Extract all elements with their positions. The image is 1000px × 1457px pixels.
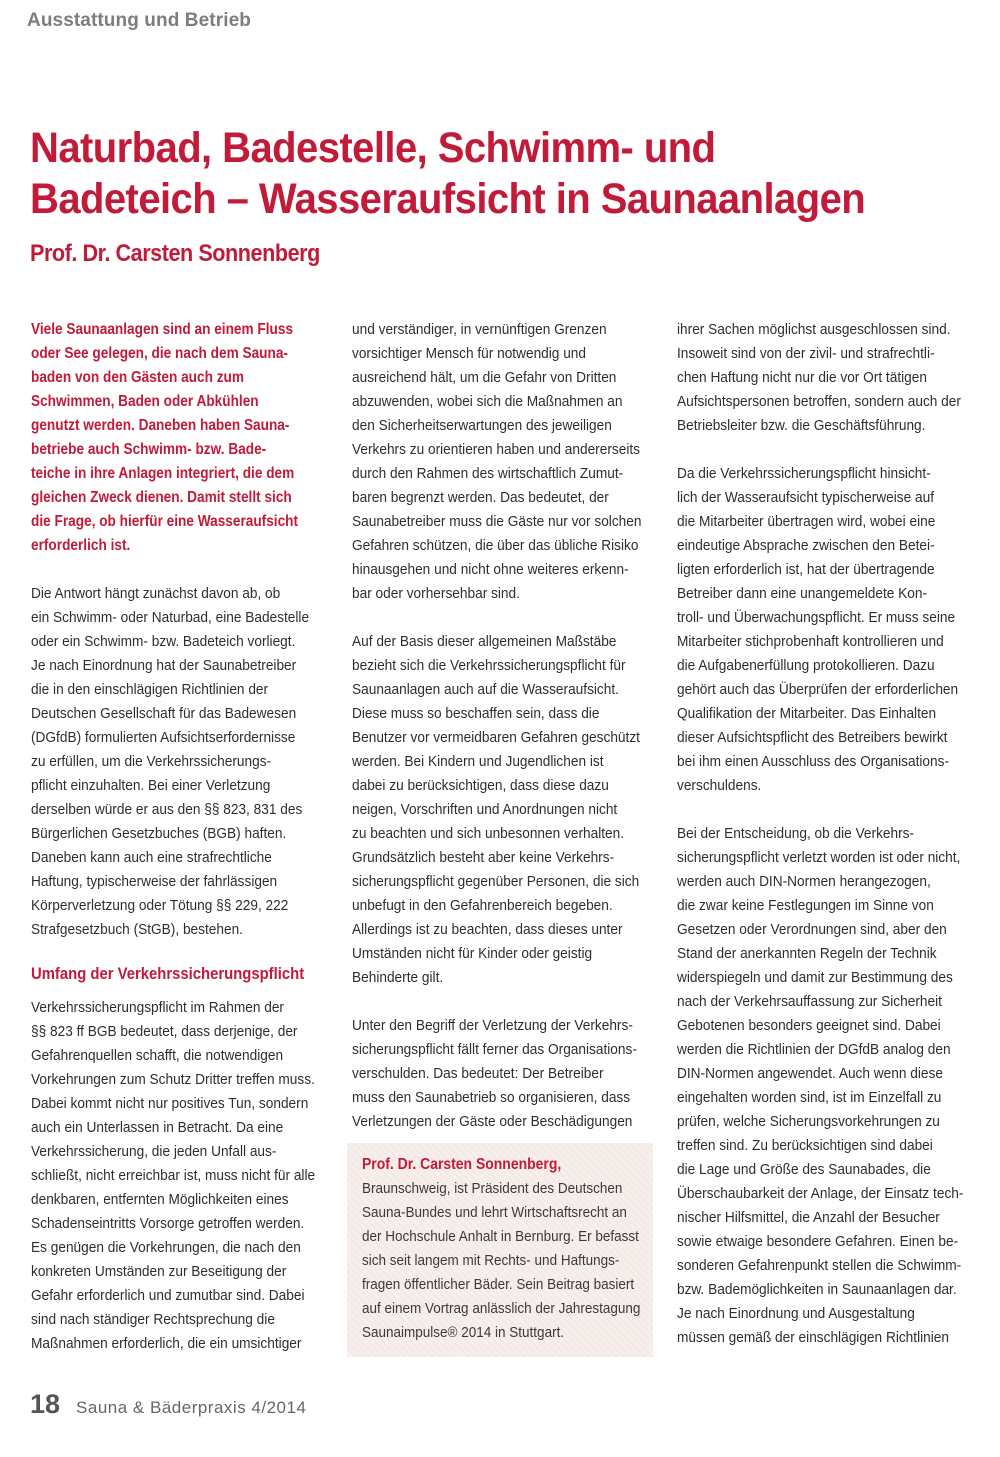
text-line: Gefahrenquellen schafft, die notwendigen <box>31 1047 284 1064</box>
text-line: lich der Wasseraufsicht typischerweise auf <box>677 489 935 506</box>
text-line: fragen öffentlicher Bäder. Sein Beitrag basiert <box>362 1276 635 1293</box>
author-bio-box <box>347 1143 653 1357</box>
text-line: Braunschweig, ist Präsident des Deutschen <box>362 1180 623 1197</box>
text-line: Haftung, typischerweise der fahrlässigen <box>31 873 278 890</box>
text-line: baden von den Gästen auch zum <box>31 369 244 386</box>
text-line: dieser Aufsichtspflicht des Betreibers bewirkt <box>677 729 948 746</box>
text-line: zu erfüllen, um die Verkehrssicherungs- <box>31 753 272 770</box>
text-line: ausreichend hält, um die Gefahr von Dritten <box>352 369 617 386</box>
bio-text <box>362 1177 653 1345</box>
page-footer <box>30 1389 306 1420</box>
text-line: bei ihm einen Ausschluss des Organisations- <box>677 753 950 770</box>
text-line: hinausgehen und nicht ohne weiteres erkenn- <box>352 561 629 578</box>
text-line: Saunaimpulse® 2014 in Stuttgart. <box>362 1324 565 1341</box>
text-line: schließt, nicht erreichbar ist, muss nicht für alle <box>31 1167 316 1184</box>
text-line: Benutzer vor vermeidbaren Gefahren geschützt <box>352 729 640 746</box>
section-label: Ausstattung und Betrieb <box>27 10 251 31</box>
body-paragraph <box>677 318 982 438</box>
text-line: Gefahren schützen, die über das übliche Risiko <box>352 537 639 554</box>
text-line: denkbaren, entfernten Möglichkeiten eines <box>31 1191 289 1208</box>
text-line: sicherungspflicht verletzt worden ist oder nicht, <box>677 849 961 866</box>
text-line: Aufsichtspersonen betroffen, sondern auch der <box>677 393 961 410</box>
text-line: die Mitarbeiter übertragen wird, wobei eine <box>677 513 936 530</box>
text-line: Mitarbeiter stichprobenhaft kontrollieren und <box>677 633 944 650</box>
text-line: teiche in ihre Anlagen integriert, die dem <box>31 465 295 482</box>
text-line: Stand der anerkannten Regeln der Technik <box>677 945 937 962</box>
text-line: unbefugt in den Gefahrenbereich begeben. <box>352 897 613 914</box>
text-line: oder ein Schwimm- bzw. Badeteich vorliegt. <box>31 633 296 650</box>
text-line: die Frage, ob hierfür eine Wasseraufsicht <box>31 513 299 530</box>
text-line: Umständen nicht für Kinder oder geistig <box>352 945 593 962</box>
text-line: Sauna-Bundes und lehrt Wirtschaftsrecht an <box>362 1204 627 1221</box>
text-line: sicherungspflicht fällt ferner das Organisations- <box>352 1041 637 1058</box>
text-line: sonderen Gefahrenpunkt stellen die Schwimm- <box>677 1257 962 1274</box>
text-line: Gesetzen oder Verordnungen sind, aber den <box>677 921 947 938</box>
text-line: Je nach Einordnung hat der Saunabetreiber <box>31 657 297 674</box>
text-line: sicherungspflicht gegenüber Personen, die sich <box>352 873 640 890</box>
text-line: genutzt werden. Daneben haben Sauna- <box>31 417 290 434</box>
text-line: bezieht sich die Verkehrssicherungspflicht für <box>352 657 626 674</box>
text-line: Vorkehrungen zum Schutz Dritter treffen muss. <box>31 1071 315 1088</box>
text-line: Schadenseintritts Vorsorge getroffen werden. <box>31 1215 305 1232</box>
body-paragraph <box>352 318 652 606</box>
text-line: der Hochschule Anhalt in Bernburg. Er befasst <box>362 1228 639 1245</box>
text-line: pflicht einzuhalten. Bei einer Verletzung <box>31 777 271 794</box>
text-line: Maßnahmen erforderlich, die ein umsichtiger <box>31 1335 302 1352</box>
column-3 <box>677 318 982 1374</box>
article-author: Prof. Dr. Carsten Sonnenberg <box>30 240 320 267</box>
text-line: sich seit langem mit Rechts- und Haftungs- <box>362 1252 620 1269</box>
text-line: Dabei kommt nicht nur positives Tun, sondern <box>31 1095 309 1112</box>
subheading <box>31 962 341 986</box>
text-line: Viele Saunaanlagen sind an einem Fluss <box>31 321 294 338</box>
text-line: §§ 823 ff BGB bedeutet, dass derjenige, der <box>31 1023 298 1040</box>
text-line: Auf der Basis dieser allgemeinen Maßstäbe <box>352 633 617 650</box>
body-paragraph <box>677 822 982 1350</box>
text-line: die Lage und Größe des Saunabades, die <box>677 1161 931 1178</box>
text-line: Überschaubarkeit der Anlage, der Einsatz tech- <box>677 1185 964 1202</box>
text-line: neigen, Vorschriften und Anordnungen nicht <box>352 801 618 818</box>
column-1 <box>31 318 341 1380</box>
text-line: Gefahr erforderlich und zumutbar sind. Dabei <box>31 1287 305 1304</box>
text-line: Die Antwort hängt zunächst davon ab, ob <box>31 585 281 602</box>
text-line: Insoweit sind von der zivil- und strafrechtli- <box>677 345 935 362</box>
text-line: bzw. Bademöglichkeiten in Saunaanlagen dar. <box>677 1281 957 1298</box>
text-line: DIN-Normen angewendet. Auch wenn diese <box>677 1065 943 1082</box>
text-line: werden auch DIN-Normen herangezogen, <box>677 873 931 890</box>
text-line: gleichen Zweck dienen. Damit stellt sich <box>31 489 292 506</box>
text-line: treffen sind. Zu berücksichtigen sind dabei <box>677 1137 933 1154</box>
body-paragraph <box>677 462 982 798</box>
text-line: Körperverletzung oder Tötung §§ 229, 222 <box>31 897 289 914</box>
text-line: chen Haftung nicht nur die vor Ort tätigen <box>677 369 927 386</box>
text-line: die zwar keine Festlegungen im Sinne von <box>677 897 934 914</box>
text-line: werden. Bei Kindern und Jugendlichen ist <box>352 753 604 770</box>
text-line: nach der Verkehrsauffassung zur Sicherheit <box>677 993 942 1010</box>
text-line: prüfen, welche Sicherungsvorkehrungen zu <box>677 1113 940 1130</box>
text-line: Unter den Begriff der Verletzung der Verkehrs- <box>352 1017 633 1034</box>
text-line: ligten erforderlich ist, hat der übertragende <box>677 561 935 578</box>
text-line: Bürgerlichen Gesetzbuches (BGB) haften. <box>31 825 287 842</box>
text-line: Grundsätzlich besteht aber keine Verkehrs- <box>352 849 615 866</box>
text-line: die in den einschlägigen Richtlinien der <box>31 681 269 698</box>
body-paragraph <box>352 630 652 990</box>
text-line: bar oder vorhersehbar sind. <box>352 585 520 602</box>
title-line: Naturbad, Badestelle, Schwimm- und <box>30 124 716 172</box>
text-line: verschuldens. <box>677 777 762 794</box>
text-line: Betreiber dann eine unangemeldete Kon- <box>677 585 928 602</box>
text-line: ein Schwimm- oder Naturbad, eine Badestelle <box>31 609 310 626</box>
text-line: betriebe auch Schwimm- bzw. Bade- <box>31 441 267 458</box>
text-line: Verletzungen der Gäste oder Beschädigungen <box>352 1113 633 1130</box>
text-line: sind nach ständiger Rechtsprechung die <box>31 1311 275 1328</box>
text-line: auf einem Vortrag anlässlich der Jahrestagung <box>362 1300 641 1317</box>
text-line: abzuwenden, wobei sich die Maßnahmen an <box>352 393 623 410</box>
text-line: durch den Rahmen des wirtschaftlich Zumut- <box>352 465 624 482</box>
body-paragraph <box>31 582 341 942</box>
text-line: nischer Hilfsmittel, die Anzahl der Besucher <box>677 1209 940 1226</box>
text-line: Diese muss so beschaffen sein, dass die <box>352 705 600 722</box>
text-line: eindeutige Absprache zwischen den Betei- <box>677 537 935 554</box>
text-line: oder See gelegen, die nach dem Sauna- <box>31 345 288 362</box>
text-line: Verkehrs zu orientieren haben und andererseits <box>352 441 640 458</box>
text-line: ihrer Sachen möglichst ausgeschlossen sind. <box>677 321 951 338</box>
text-line: muss den Saunabetrieb so organisieren, dass <box>352 1089 631 1106</box>
title-line: Badeteich – Wasseraufsicht in Saunaanlagen <box>30 175 866 223</box>
text-line: Verkehrssicherungspflicht im Rahmen der <box>31 999 284 1016</box>
text-line: verschulden. Das bedeutet: Der Betreiber <box>352 1065 604 1082</box>
text-line: (DGfdB) formulierten Aufsichtserfordernisse <box>31 729 296 746</box>
text-line: widerspiegeln und damit zur Bestimmung des <box>677 969 953 986</box>
text-line: vorsichtiger Mensch für notwendig und <box>352 345 587 362</box>
text-line: Je nach Einordnung und Ausgestaltung <box>677 1305 915 1322</box>
text-line: den Sicherheitserwartungen des jeweiligen <box>352 417 612 434</box>
text-line: Strafgesetzbuch (StGB), bestehen. <box>31 921 243 938</box>
text-line: Allerdings ist zu beachten, dass dieses unter <box>352 921 623 938</box>
text-line: Saunaanlagen auch auf die Wasseraufsicht. <box>352 681 619 698</box>
subheading-text: Umfang der Verkehrssicherungspflicht <box>31 965 305 983</box>
text-line: dabei zu berücksichtigen, dass diese dazu <box>352 777 609 794</box>
text-line: troll- und Überwachungspflicht. Er muss seine <box>677 609 956 626</box>
body-paragraph <box>31 996 341 1356</box>
text-line: erforderlich ist. <box>31 537 131 554</box>
article-title <box>30 123 865 225</box>
text-line: werden die Richtlinien der DGfdB analog den <box>677 1041 951 1058</box>
text-line: Qualifikation der Mitarbeiter. Das Einhalten <box>677 705 937 722</box>
lead-paragraph <box>31 318 341 558</box>
text-line: Es genügen die Vorkehrungen, die nach den <box>31 1239 301 1256</box>
text-line: Betriebsleiter bzw. die Geschäftsführung. <box>677 417 926 434</box>
page-number: 18 <box>30 1389 61 1419</box>
text-line: gehört auch das Überprüfen der erforderlichen <box>677 681 959 698</box>
text-line: Verkehrssicherung, die jeden Unfall aus- <box>31 1143 277 1160</box>
text-line: die Aufgabenerfüllung protokollieren. Dazu <box>677 657 935 674</box>
text-line: sowie etwaige besondere Gefahren. Einen be- <box>677 1233 959 1250</box>
text-line: konkreten Umständen zur Beseitigung der <box>31 1263 287 1280</box>
text-line: Da die Verkehrssicherungspflicht hinsicht- <box>677 465 931 482</box>
text-line: Saunabetreiber muss die Gäste nur vor solchen <box>352 513 642 530</box>
text-line: Schwimmen, Baden oder Abkühlen <box>31 393 259 410</box>
text-line: Daneben kann auch eine strafrechtliche <box>31 849 272 866</box>
text-line: Bei der Entscheidung, ob die Verkehrs- <box>677 825 915 842</box>
text-line: zu beachten und sich unbesonnen verhalten. <box>352 825 625 842</box>
text-line: müssen gemäß der einschlägigen Richtlinien <box>677 1329 950 1346</box>
text-line: Behinderte gilt. <box>352 969 444 986</box>
text-line: und verständiger, in vernünftigen Grenzen <box>352 321 607 338</box>
text-line: baren begrenzt werden. Das bedeutet, der <box>352 489 609 506</box>
text-line: auch ein Unterlassen in Betracht. Da eine <box>31 1119 284 1136</box>
text-line: derselben würde er aus den §§ 823, 831 des <box>31 801 303 818</box>
text-line: eingehalten worden sind, ist im Einzelfall zu <box>677 1089 942 1106</box>
column-2 <box>352 318 652 1158</box>
bio-author-name: Prof. Dr. Carsten Sonnenberg, <box>362 1156 562 1173</box>
text-line: Gebotenen besonders geeignet sind. Dabei <box>677 1017 941 1034</box>
body-paragraph <box>352 1014 652 1134</box>
text-line: Deutschen Gesellschaft für das Badewesen <box>31 705 297 722</box>
publication-info: Sauna & Bäderpraxis 4/2014 <box>76 1398 307 1417</box>
